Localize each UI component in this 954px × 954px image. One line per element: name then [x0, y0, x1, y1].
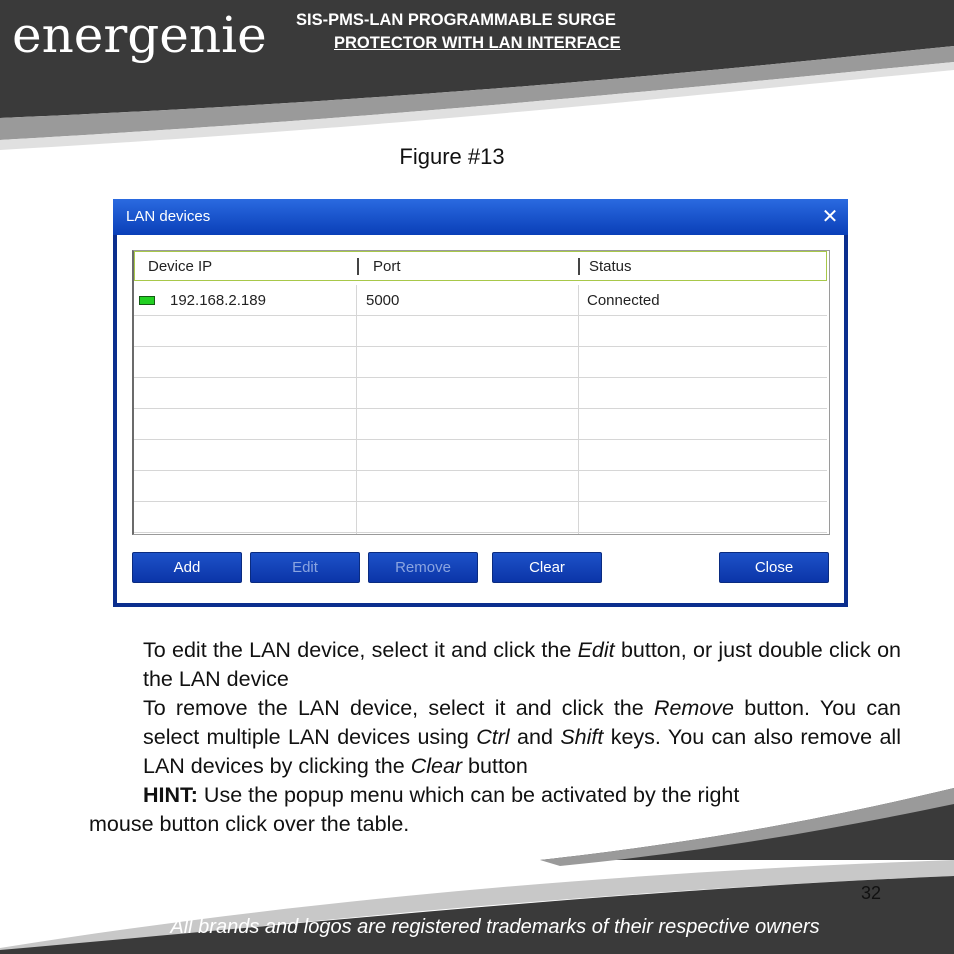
remove-button[interactable]: Remove — [368, 552, 478, 583]
text-run: To remove the LAN device, select it and click the — [143, 696, 654, 720]
dialog-titlebar[interactable] — [113, 199, 848, 235]
page-number: 32 — [861, 883, 882, 903]
table-row[interactable] — [134, 347, 827, 378]
table-row[interactable] — [134, 378, 827, 409]
figure-caption: Figure #13 — [399, 144, 505, 169]
table-row[interactable] — [134, 440, 827, 471]
dialog-title: LAN devices — [126, 208, 211, 225]
column-header-status[interactable]: Status — [589, 258, 632, 275]
dialog-body — [117, 235, 844, 603]
column-separator[interactable] — [578, 258, 580, 275]
text-run: button, or just double click on the LAN device — [143, 638, 901, 691]
table-row[interactable] — [134, 316, 827, 347]
cell-port: 5000 — [366, 292, 400, 309]
table-row[interactable] — [134, 285, 827, 316]
emphasis-shift: Shift — [560, 725, 604, 749]
cell-device-ip: 192.168.2.189 — [170, 292, 266, 309]
text-run: button. You can select multiple LAN devices using — [143, 696, 901, 749]
table-row[interactable] — [134, 502, 827, 533]
hint-text-line1: Use the popup menu which can be activated by the right — [197, 783, 740, 807]
lan-devices-dialog — [113, 199, 848, 607]
hint-label: HINT: — [143, 783, 198, 807]
hint-text-line2: mouse button click over the table. — [89, 812, 410, 836]
column-header-device-ip[interactable]: Device IP — [148, 258, 213, 275]
page-header — [0, 0, 954, 150]
column-header-port[interactable]: Port — [373, 258, 401, 275]
table-header — [134, 251, 827, 281]
emphasis-remove: Remove — [653, 696, 735, 720]
emphasis-ctrl: Ctrl — [476, 725, 510, 749]
connection-status-icon — [139, 296, 155, 305]
trademark-notice: All brands and logos are registered trademarks of their respective owners — [170, 916, 820, 938]
lan-devices-table[interactable] — [132, 250, 830, 535]
table-row[interactable] — [134, 409, 827, 440]
text-run: button — [462, 754, 528, 778]
document-title-line2: PROTECTOR WITH LAN INTERFACE — [334, 34, 621, 52]
document-title-line1: SIS-PMS-LAN PROGRAMMABLE SURGE — [296, 11, 616, 29]
close-icon[interactable]: ✕ — [821, 204, 839, 228]
paragraph-remove — [143, 694, 901, 781]
text-run: keys. You can also remove all LAN devices by clicking the — [143, 725, 901, 778]
column-separator[interactable] — [357, 258, 359, 275]
edit-button[interactable]: Edit — [250, 552, 360, 583]
table-row[interactable] — [134, 471, 827, 502]
close-button[interactable]: Close — [719, 552, 829, 583]
emphasis-edit: Edit — [577, 638, 615, 662]
energenie-logo: energenie — [12, 6, 267, 64]
text-run: and — [509, 725, 561, 749]
add-button[interactable]: Add — [132, 552, 242, 583]
cell-status: Connected — [587, 292, 660, 309]
paragraph-edit — [143, 636, 901, 694]
clear-button[interactable]: Clear — [492, 552, 602, 583]
emphasis-clear: Clear — [410, 754, 463, 778]
text-run: To edit the LAN device, select it and click the — [143, 638, 578, 662]
document-title — [286, 9, 686, 55]
